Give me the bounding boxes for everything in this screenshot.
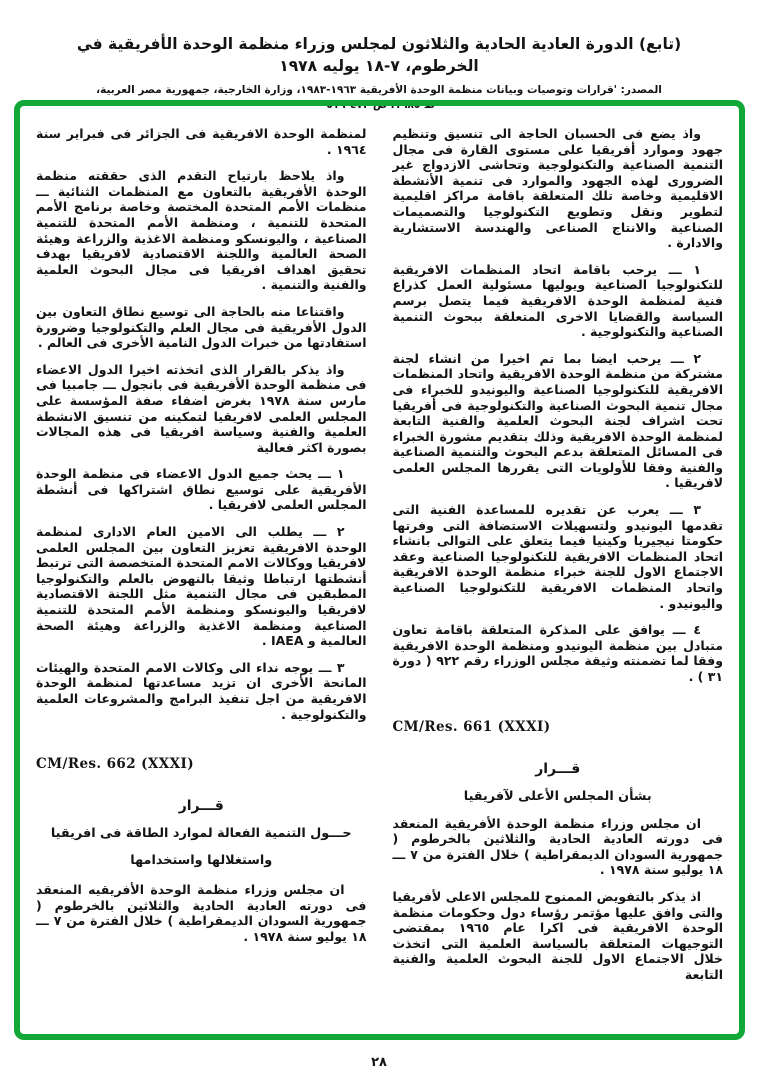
numbered-clause: ٢ ـــ يطلب الى الامين العام الادارى لمنظمة الوحدة الافريقية تعزيز التعاون بين المجلس العلمى لافريقيا ووكالات الامم المتحدة المتخصصة التى ترتبط أنشطتها ارتباطا وثيقا بالنهوض بالعلم والتكنولوجيا المطبقين فى مجال التنمية مثل اللجنة الاقتصادية لافريقيا واليونسكو ومنظمة الأمم المتحدة للتنمية الصناعية ومنظمة الاغذية والزراعة وهيئة الصحة العالمية و IAEA . — [36, 524, 367, 649]
paragraph: ان مجلس وزراء منظمة الوحدة الأفريقيه المنعقد فى دورته العادية الحادية والثلاثين بالخرطوم ( جمهورية السودان الديمقراطية ) خلال الفترة من ٧ ـــ ١٨ يوليو سنة ١٩٧٨ . — [36, 882, 367, 944]
numbered-clause: ٣ ـــ يعرب عن تقديره للمساعدة الفنية التى تقدمها اليونيدو ولتسهيلات الاستضافة التى وفرتها حكومتا نيجيريا وكينيا فيما يتعلق على التوالى بانشاء اتحاد المنظمات الافريقية للتكنولوجيا الصناعية وعقد الاجتماع الاول للجنة خبراء منظمة الوحدة الافريقية واتحاد المنظمات الافريقية للتكنولوجيا الصناعية واليونيدو . — [392, 502, 723, 611]
document-header — [0, 0, 758, 113]
resolution-subtitle: بشأن المجلس الأعلى لآفريقيا — [463, 788, 652, 804]
paragraph: واذ يضع فى الحسبان الحاجة الى تنسيق وتنظيم جهود وموارد أفريقيا على مستوى القارة فى مجال التنمية الصناعية والتكنولوجية وتحاشى الازدواج غير الضرورى لهذه الجهود والموارد فى تنمية الأنشطة الاقليمية وخاصة تلك المتعلقة باقامة مراكز اقليمية لتطوير ونقل وتطويع التكنولوجيا والتصميمات الصناعية والانتاج الصناعى والهندسة الاستشارية والادارة . — [392, 126, 723, 251]
numbered-clause: ٣ ـــ يوجه نداء الى وكالات الامم المتحدة والهيئات المانحة الأخرى ان تزيد مساعدتها لمنظمة الوحدة الافريقية من اجل تنفيذ البرامج والمشروعات العلمية والتكنولوجية . — [36, 659, 367, 722]
resolution-title: قـــرار — [535, 760, 581, 777]
numbered-clause: ١ ـــ يحث جميع الدول الاعضاء فى منظمة الوحدة الأفريقية على توسيع نطاق اشتراكها فى أنشطة المجلس العلمى لافريقيا . — [36, 466, 367, 513]
resolution-subtitle: واستغلالها واستخدامها — [130, 853, 273, 869]
paragraph: ان مجلس وزراء منظمة الوحدة الأفريقية المنعقد فى دورته العادية الحادية والثلاثين بالخرطوم ( جمهورية السودان الديمقراطية ) خلال الفترة من ٧ ـــ ١٨ يوليو سنة ١٩٧٨ . — [392, 815, 723, 878]
numbered-clause: ١ ـــ يرحب باقامة اتحاد المنظمات الافريقية للتكنولوجيا الصناعية ويوليها مسئولية العمل كذراع فنية لمنظمة الوحدة الافريقية فيما يتصل برسم السياسة والقضايا الاخرى المتعلقة ببحوث التنمية الصناعية والتكنولوجية . — [392, 261, 723, 340]
paragraph: واذ يذكر بالقرار الذى اتخذته اخيرا الدول الاعضاء فى منظمة الوحدة الأفريقية فى بانجول ـــ جامبيا فى مارس سنة ١٩٧٨ بغرض اضفاء صفة المؤسسة على المجلس العلمى لافريقيا لتمكينه من تنسيق الانشطة العلمية والفنية وسياسة افريقيا فى هذه المجالات بصورة اكثر فعالية — [36, 361, 367, 455]
page-number: ٢٨ — [371, 1055, 387, 1070]
header-session-title: (تابع) الدورة العادية الحادية والثلاثون لمجلس وزراء منظمة الوحدة الأفريقية في الخرطوم، ٧-١٨ يوليه ١٩٧٨ — [76, 35, 682, 75]
resolution-reference-661: CM/Res. 661 (XXXI) — [392, 718, 551, 735]
resolution-subtitle: حـــول التنمية الفعالة لموارد الطاقة فى افريقيا — [50, 826, 352, 842]
paragraph-continuation: لمنظمة الوحدة الافريقية فى الجزائر فى فبراير سنة ١٩٦٤ . — [36, 126, 367, 157]
paragraph: واقتناعا منه بالحاجة الى توسيع نطاق التعاون بين الدول الأفريقية فى مجال العلم والتكنولوجيا وضرورة استفادتها من خبرات الدول النامية الأخرى فى العالم . — [36, 303, 367, 351]
column-right — [393, 126, 724, 1024]
resolution-reference-662: CM/Res. 662 (XXXI) — [36, 756, 195, 773]
paragraph: واذ يلاحظ بارتياح التقدم الذى حققته منظمة الوحدة الأفريقية بالتعاون مع المنظمات الثنائية ـــ منظمات الأمم المتحدة المختصة وخاصة برنامج الأمم المتحدة للتنمية ، ومنظمة الأمم المتحدة للتنمية الصناعية ، واليونسكو ومنظمة الاغذية والزراعة وهيئة الصحة العالمية واللجنة الاقتصادية لافريقيا بهدف تحقيق اهداف افريقيا فى مجال البحوث العلمية والفنية والتنمية . — [36, 168, 367, 293]
header-source-line: المصدر: 'قرارات وتوصيات وبيانات منظمة الوحدة الأفريقية ١٩٦٣-١٩٨٣، وزارة الخارجية، جمهورية مصر العربية، ط ١٩٨٥، ص ٤٧٢-٥١٦' — [96, 84, 662, 112]
two-column-layout — [36, 126, 723, 1024]
column-left — [36, 126, 367, 1024]
resolution-title: قـــرار — [178, 798, 224, 815]
green-border-frame — [14, 100, 745, 1040]
numbered-clause: ٤ ـــ يوافق على المذكرة المتعلقة باقامة تعاون متبادل بين منظمة اليونيدو ومنظمة الوحدة الافريقية وفقا لما تضمنته وثيقة مجلس الوزراء رقم ٩٢٢ ( دورة ٣١ ) . — [392, 622, 723, 684]
paragraph: اذ يذكر بالتفويض الممنوح للمجلس الاعلى لأفريقيا والتى وافق عليها مؤتمر رؤساء دول وحكومات منظمة الوحدة الافريقية فى اكرا عام ١٩٦٥ بمقتضى التوجيهات المتعلقة بالسياسة العلمية التى اتخذت خلال الاجتماع الاول للجنة البحوث العلمية والفنية التابعة — [392, 888, 723, 982]
numbered-clause: ٢ ـــ يرحب ايضا بما تم اخيرا من انشاء لجنة مشتركة من منظمة الوحدة الافريقية واتحاد المنظمات الافريقية للتكنولوجيا الصناعية واليونيدو للخبراء فى مجال تنمية البحوث الصناعية والتكنولوجية فى أفريقيا تحت اشراف لجنة البحوث العلمية والفنية التابعة لمنظمة الوحدة الافريقية وذلك بتقديم مشورة الخبراء فى المسائل المتعلقة بدعم البحوث والتنمية الصناعية والفنية وفقا للأولويات التى يقررها المجلس العلمى لافريقيا . — [392, 350, 723, 491]
